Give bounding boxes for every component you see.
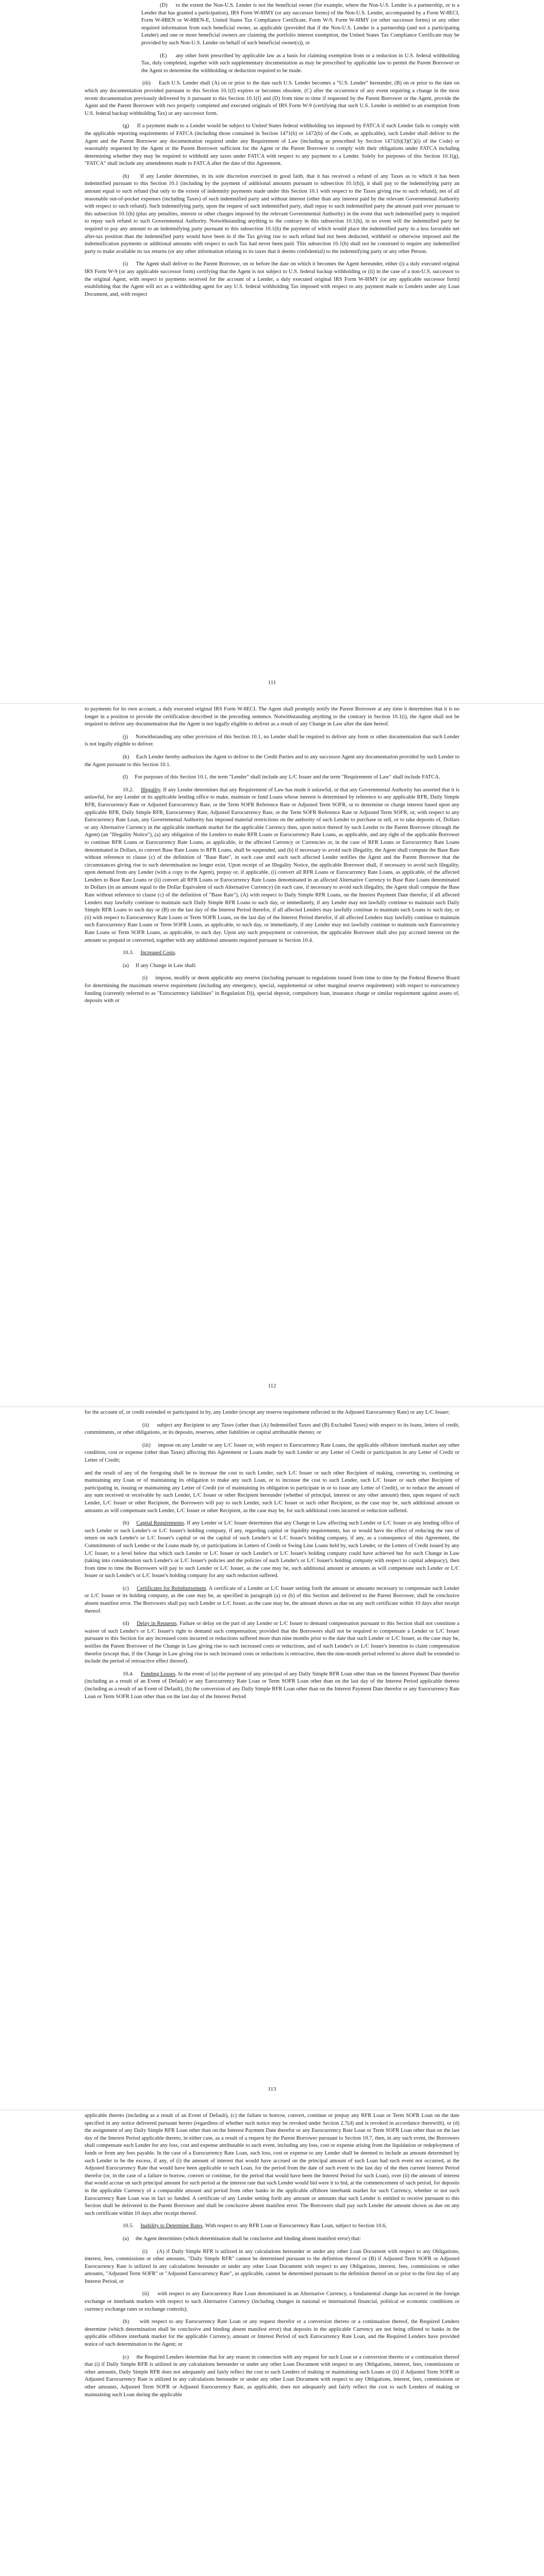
paragraph-number: (a) — [123, 962, 129, 969]
paragraph-text: (A) if Daily Simple RFR is utilized in any calculations hereunder or under any other Loan Document with respect to any Obligations, interest, fees, commissions or other amounts, "Daily Simple RFR" cannot be determined pursuant to the definition thereof or (B) if Adjusted Term SOFR or Adjusted Eurocurrency Rate is utilized in any calculations hereunder or under any other Loan Document with respect to any Obligations, interest, fees, commissions or other amounts, "Adjusted Term SOFR" or "Adjusted Eurocurrency Rate", as applicable, cannot be determined pursuant to the definition thereof on or prior to the first day of any Interest Period, or — [85, 2248, 459, 2284]
document-page — [0, 2110, 544, 2576]
document-page — [0, 0, 544, 703]
page-number: 112 — [268, 1383, 276, 1389]
document-page — [0, 703, 544, 1406]
paragraph — [85, 1422, 459, 1437]
paragraph-number: (iii) — [142, 80, 151, 87]
paragraph-number: (D) — [160, 3, 168, 8]
paragraph-text: If any Lender or L/C Issuer determines that any Change in Law affecting such Lender or L/C Issuer or any lending office of such Lender or such Lender's or L/C Issuer's holding company, if any, regarding capital or liquidity requirements, has or would have the effect of reducing the rate of return on such Lender's or L/C Issuer's capital or on the capital of such Lender's or L/C Issuer's holding company, if any, as a consequence of this Agreement, the Commitments of such Lender or the Loans made by, or participations in Letters of Credit or Swing Line Loans held by, such Lender, or the Letters of Credit issued by any L/C Issuer, to a level below that which such Lender or L/C Issuer or such Lender's or L/C Issuer's holding company could have achieved but for such Change in Law (taking into consideration such Lender's or L/C Issuer's policies and the policies of such Lender's or L/C Issuer's holding company with respect to capital adequacy), then from time to time the Borrowers will pay to such Lender or L/C Issuer, as the case may be, such additional amount or amounts as will compensate such Lender or L/C Issuer or such Lender's or L/C Issuer's holding company for any such reduction suffered. — [85, 1520, 459, 1579]
paragraph: (d) Delay in Requests. Failure or delay on the part of any Lender or L/C Issuer to demand compensation pursuant to this Section shall not constitute a waiver of such Lender's or L/C Issuer's right to demand such compensation; provided that the Borrowers shall not be required to compensate a Lender or L/C Issuer pursuant to this Section for any increased costs incurred or reductions suffered more than nine months prior to the date that such Lender or L/C Issuer, as the case may be, notifies the Parent Borrower of the Change in Law giving rise to such increased costs or reductions, and of such Lender's or L/C Issuer's intention to claim compensation therefor (except that, if the Change in Law giving rise to such increased costs or reductions is retroactive, then the nine-month period referred to above shall be extended to include the period of retroactive effect thereof). — [85, 1621, 460, 1665]
paragraph-number: (g) — [123, 123, 129, 129]
paragraph — [85, 1442, 459, 1465]
paragraph-number: (k) — [123, 754, 129, 760]
paragraph — [85, 2235, 459, 2243]
paragraph-number: (a) — [123, 2235, 129, 2242]
paragraph-text: subject any Recipient to any Taxes (other than (A) Indemnified Taxes and (B) Excluded Taxes) with respect to its loans, letters of credit, commitments, or other obligations, or its deposits, reserves, other liabilities or capital attributable thereto; or — [85, 1422, 459, 1436]
paragraph-text: impose on any Lender or any L/C Issuer or, with respect to Eurocurrency Rate Loans, the applicable offshore interbank market any other condition, cost or expense (other than Taxes) affecting this Agreement or Loans made by such Lender or any Letter of Credit or participation in any Letter of Credit or Letter of Credit; — [85, 1442, 460, 1463]
section-heading: Certificates for Reimbursement — [137, 1585, 206, 1591]
paragraph-number: 10.4. — [123, 1671, 134, 1677]
paragraph: (c) Certificates for Reimbursement. A certificate of a Lender or L/C Issuer setting forth the amount or amounts necessary to compensate such Lender or L/C Issuer or its holding company, as the case may be, as specified in paragraph (a) or (b) of this Section and delivered to the Parent Borrower, shall be conclusive absent manifest error. The Borrowers shall pay such Lender or L/C Issuer, as the case may be, the amount shown as due on any such certificate within 10 days after receipt thereof. — [85, 1585, 459, 1614]
section-heading: Delay in Requests — [137, 1621, 177, 1627]
paragraph-text: to payments for its own account, a duly executed original IRS Form W-8ECI. The Agent shall promptly notify the Parent Borrower at any time it determines that it is no longer in a position to provide the certification described in the preceding sentence. Notwithstanding anything to the contrary in Section 10.1(i), the Agent shall not be required to deliver any documentation that the Agent is not legally eligible to deliver as a result of any Change in Law after the date hereof. — [85, 706, 459, 727]
paragraph — [85, 2354, 459, 2399]
section-heading: Increased Costs — [140, 950, 175, 956]
paragraph-text: In the event of (a) the payment of any principal of any Daily Simple RFR Loan other than on the Interest Payment Date therefor (including as a result of an Event of Default) or any Eurocurrency Rate Loan or Term SOFR Loan other than on the last day of the Interest Period applicable thereto (including as a result of an Event of Default), (b) the conversion of any Daily Simple RFR Loan other than on the Interest Payment Date therefor or any Eurocurrency Rate Loan or Term SOFR Loan other than on the last day of the Interest Period — [85, 1671, 459, 1700]
paragraph-text: for the account of, or credit extended or participated in by, any Lender (except any reserve requirement reflected in the Adjusted Eurocurrency Rate) or any L/C Issuer; — [85, 1410, 450, 1415]
paragraph-text: If a payment made to a Lender would be subject to United States federal withholding tax imposed by FATCA if such Lender fails to comply with the applicable reporting requirements of FATCA (including those contained in Section 1471(b) or 1472(b) of the Code, as applicable), such Lender shall deliver to the Agent and the Parent Borrower any documentation required under any Requirement of Law (including as prescribed by Section 1471(b)(3)(C)(i) of the Code) or reasonably requested by the Agent or the Parent Borrower sufficient for the Agent or the Parent Borrower to comply with their obligations under FATCA including determining whether they may be required to withhold any taxes under FATCA with respect to any payment to a Lender. Solely for purposes of this Section 10.1(g), "FATCA" shall include any amendments made to FATCA after the date of this Agreement. — [85, 123, 459, 167]
paragraph: 10.5. Inability to Determine Rates. With respect to any RFR Loan or Eurocurrency Rate Loan, subject to Section 10.6, — [123, 2223, 387, 2229]
paragraph-text: Notwithstanding any other provision of this Section 10.1, no Lender shall be required to deliver any form or other documentation that such Lender is not legally eligible to deliver. — [85, 734, 459, 748]
paragraph — [85, 774, 459, 782]
paragraph-text: the Required Lenders determine that for any reason in connection with any request for such Loan or a conversion thereto or a continuation thereof that (i) if Daily Simple RFR is utilized in any calculations hereunder or under any other Loan Document with respect to any Obligations, interest, fees, commissions or other amounts, Daily Simple RFR does not adequately and fairly reflect the cost to such Lenders of making or maintaining such Loans or (ii) if Adjusted Term SOFR or Adjusted Eurocurrency Rate is utilized in any calculations hereunder or under any other Loan Document with respect to any Obligations, interest, fees, commissions or other amounts, Adjusted Term SOFR or Adjusted Eurocurrency Rate, as applicable, does not adequately and fairly reflect the cost to such Lenders of making or maintaining such Loan during the applicable — [85, 2354, 459, 2398]
section-heading: Illegality — [141, 787, 160, 793]
paragraph-text: The Agent shall deliver to the Parent Borrower, on or before the date on which it becomes the Agent hereunder, either (i) a duly executed original IRS Form W-9 (or any applicable successor form) certifying that the Agent is not subject to U.S. federal backup withholding or (ii) in the case of a non-U.S. successor to the original Agent, with respect to payments received for the account of a Lender, a duly executed original IRS Form W-8IMY (or any applicable successor form) establishing that the Agent will act as a withholding agent for any U.S. federal withholding Tax imposed with respect to any payment made to Lenders under any Loan Document, and, with respect — [85, 261, 459, 297]
paragraph-number: (c) — [123, 1585, 129, 1591]
paragraph — [85, 173, 459, 256]
paragraph-number: 10.3. — [123, 950, 134, 956]
paragraph — [85, 2318, 459, 2348]
paragraph-text: and the result of any of the foregoing shall be to increase the cost to such Lender, such L/C Issuer or such other Recipient of making, converting to, continuing or maintaining any Loan or of maintaining its obligation to make any such Loan, or to increase the cost to such Lender, such L/C Issuer or such other Recipient of participating in, issuing or maintaining any Letter of Credit (or of maintaining its obligation to participate in or to issue any Letter of Credit), or to reduce the amount of any sum received or receivable by such Lender, L/C Issuer or other Recipient hereunder (whether of principal, interest or any other amount) then, upon request of such Lender, L/C Issuer or other Recipient, the Borrowers will pay to such Lender, such L/C Issuer or such other Recipient, as the case may be, such additional amount or amounts as will compensate such Lender, L/C Issuer or other Recipient, as the case may be, for such additional costs incurred or reduction suffered. — [85, 1470, 459, 1514]
paragraph-text: For purposes of this Section 10.1, the term "Lender" shall include any L/C Issuer and the term "Requirement of Law" shall include FATCA. — [135, 774, 440, 781]
section-heading: Capital Requirements — [136, 1520, 184, 1527]
document-page — [0, 1406, 544, 2110]
paragraph: (b) Capital Requirements. If any Lender or L/C Issuer determines that any Change in Law affecting such Lender or L/C Issuer or any lending office of such Lender or such Lender's or L/C Issuer's holding company, if any, regarding capital or liquidity requirements, has or would have the effect of reducing the rate of return on such Lender's or L/C Issuer's capital or on the capital of such Lender's or L/C Issuer's holding company, if any, as a consequence of this Agreement, the Commitments of such Lender or the Loans made by, or participations in Letters of Credit or Swing Line Loans held by, such Lender, or the Letters of Credit issued by any L/C Issuer, to a level below that which such Lender or L/C Issuer or such Lender's or L/C Issuer's holding company could have achieved but for such Change in Law (taking into consideration such Lender's or L/C Issuer's policies and the policies of such Lender's or L/C Issuer's holding company with respect to capital adequacy), then from time to time the Borrowers will pay to such Lender or L/C Issuer, as the case may be, such additional amount or amounts as will compensate such Lender or L/C Issuer or such Lender's or L/C Issuer's holding company for any such reduction suffered. — [85, 1520, 459, 1579]
paragraph-text: Each U.S. Lender shall (A) on or prior to the date such U.S. Lender becomes a "U.S. Lender" hereunder, (B) on or prior to the date on which any documentation provided pursuant to this Section 10.1(f) expires or becomes obsolete, (C) after the occurrence of any event requiring a change in the most recent documentation previously delivered by it pursuant to this Section 10.1(f) and (D) from time to time if requested by the Parent Borrower or the Agent, provide the Agent and the Parent Borrower with two properly completed and executed originals of IRS Form W-9 (certifying that such U.S. Lender is entitled to an exemption from U.S. federal backup withholding Tax) or any successor form. — [85, 80, 459, 116]
paragraph-text: Failure or delay on the part of any Lender or L/C Issuer to demand compensation pursuant to this Section shall not constitute a waiver of such Lender's or L/C Issuer's right to demand such compensation; provided that the Borrowers shall not be required to compensate a Lender or L/C Issuer pursuant to this Section for any increased costs incurred or reductions suffered more than nine months prior to the date that such Lender or L/C Issuer, as the case may be, notifies the Parent Borrower of the Change in Law giving rise to such increased costs or reductions, and of such Lender's or L/C Issuer's intention to claim compensation therefor (except that, if the Change in Law giving rise to such increased costs or reductions is retroactive, then the nine-month period referred to above shall be extended to include the period of retroactive effect thereof). — [85, 1621, 460, 1665]
paragraph: 10.3. Increased Costs. — [123, 950, 176, 956]
paragraph — [85, 1470, 459, 1515]
paragraph — [85, 2112, 459, 2217]
paragraph — [85, 123, 459, 168]
paragraph-number: (l) — [123, 774, 128, 781]
paragraph-number: (h) — [123, 173, 129, 179]
paragraph-number: (j) — [123, 734, 128, 740]
paragraph-text: with respect to any Eurocurrency Rate Loan denominated in an Alternative Currency, a fundamental change has occurred in the foreign exchange or interbank markets with respect to such Alternative Currency (including changes in national or international financial, political or economic conditions or currency exchange rates or exchange controls); — [85, 2291, 459, 2312]
paragraph-number: (i) — [142, 2248, 147, 2255]
paragraph-text: impose, modify or deem applicable any reserve (including pursuant to regulations issued from time to time by the Federal Reserve Board for determining the maximum reserve requirement (including any emergency, special, supplemental or other marginal reserve requirement) with respect to eurocurrency funding (currently referred to as "Eurocurrency liabilities" in Regulation D)), special deposit, compulsory loan, insurance charge or similar requirement against assets of, deposits with or — [85, 975, 459, 1004]
paragraph — [85, 2248, 459, 2286]
page-number: 111 — [268, 680, 276, 686]
section-heading: Inability to Determine Rates — [140, 2223, 203, 2229]
paragraph — [85, 1409, 459, 1417]
paragraph — [85, 734, 459, 749]
paragraph-number: (iii) — [142, 1442, 151, 1448]
paragraph-text: If any Change in Law shall: — [136, 962, 196, 969]
paragraph-number: (ii) — [142, 2291, 149, 2297]
paragraph-number: (d) — [123, 1621, 129, 1627]
paragraph-number: 10.2. — [123, 787, 134, 793]
paragraph-number: (b) — [123, 2319, 129, 2325]
paragraph-text: If any Lender determines, in its sole discretion exercised in good faith, that it has received a refund of any Taxes as to which it has been indemnified pursuant to this Section 10.1 (including by the payment of additional amounts pursuant to subsection 10.1(b)), it shall pay to the indemnifying party an amount equal to such refund (but only to the extent of indemnity payments made under this Section 10.1 with respect to the Taxes giving rise to such refund), net of all reasonable out-of-pocket expenses (including Taxes) of such indemnified party and without interest (other than any interest paid by the relevant Governmental Authority with respect to such refund). Such indemnifying party, upon the request of such indemnified party, shall repay to such indemnified party the amount paid over pursuant to this subsection 10.1(h) (plus any penalties, interest or other charges imposed by the relevant Governmental Authority) in the event that such indemnified party is required to repay such refund to such Governmental Authority. Notwithstanding anything to the contrary in this subsection 10.1(h), in no event will the indemnified party be required to pay any amount to an indemnifying party pursuant to this subsection 10.1(h) the payment of which would place the indemnified party in a less favorable net after-tax position than the indemnified party would have been in if the Tax giving rise to such refund had not been deducted, withheld or otherwise imposed and the indemnification payments or additional amounts with respect to such Tax had never been paid. This subsection 10.1(h) shall not be construed to require any indemnified party to make available its tax returns (or any other information relating to its taxes that it deems confidential) to the indemnifying party or any other Person. — [85, 173, 459, 255]
paragraph — [85, 2291, 459, 2313]
paragraph-text: Each Lender hereby authorizes the Agent to deliver to the Credit Parties and to any successor Agent any documentation provided by such Lender to the Agent pursuant to this Section 10.1. — [85, 754, 459, 768]
paragraph-number: (i) — [142, 975, 147, 981]
paragraph-text: to the extent the Non-U.S. Lender is not the beneficial owner (for example, where the Non-U.S. Lender is a partnership, or is a Lender that has granted a participation), IRS Form W-8IMY (or any successor forms) of the Non-U.S. Lender, accompanied by a Form W-8ECI, Form W-8BEN or W-8BEN-E, United States Tax Compliance Certificate, Form W-9, Form W-8IMY (or other successor forms) or any other required information from each beneficial owner, as applicable (provided that if the Non-U.S. Lender is a partnership (and not a participating Lender) and one or more beneficial owners are claiming the portfolio interest exemption, the United States Tax Compliance Certificate may be provided by such Non-U.S. Lender on behalf of such beneficial owner(s)), or — [141, 3, 459, 46]
paragraph-number: (E) — [160, 53, 167, 59]
paragraph — [85, 53, 459, 75]
paragraph — [85, 975, 459, 1005]
paragraph-number: (b) — [123, 1520, 129, 1527]
section-heading: Funding Losses — [141, 1671, 175, 1677]
paragraph-number: 10.5. — [123, 2223, 134, 2229]
page-number: 113 — [268, 2086, 276, 2093]
paragraph — [85, 706, 459, 728]
paragraph: 10.4. Funding Losses. In the event of (a) the payment of any principal of any Daily Simple RFR Loan other than on the Interest Payment Date therefor (including as a result of an Event of Default) or any Eurocurrency Rate Loan or Term SOFR Loan other than on the last day of the Interest Period applicable thereto (including as a result of an Event of Default), (b) the conversion of any Daily Simple RFR Loan other than on the Interest Payment Date therefor or any Eurocurrency Rate Loan or Term SOFR Loan other than on the last day of the Interest Period — [85, 1671, 459, 1700]
paragraph-text: with respect to any Eurocurrency Rate Loan or any request therefor or a conversion thereto or a continuation thereof, the Required Lenders determine (which determination shall be conclusive and binding absent manifest error) that deposits in the applicable Currency are not being offered to banks in the applicable offshore interbank market for the applicable Currency, amount or Interest Period of such Eurocurrency Rate Loan, and the Required Lenders have provided notice of such determination to the Agent; or — [85, 2319, 459, 2348]
paragraph-text: the Agent determines (which determination shall be conclusive and binding absent manifest error) that: — [136, 2235, 361, 2242]
paragraph: 10.2. Illegality. If any Lender determines that any Requirement of Law has made it unlawful, or that any Governmental Authority has asserted that it is unlawful, for any Lender or its applicable lending office to make, maintain or fund Loans whose interest is determined by reference to any applicable RFR, Daily Simple RFR, Eurocurrency Rate or Adjusted Eurocurrency Rate, or the Term SOFR Reference Rate or Adjusted Term SOFR, or to determine or charge interest based upon any applicable RFR, Daily Simple RFR, Eurocurrency Rate, Adjusted Eurocurrency Rate, or the Term SOFR Reference Rate or Adjusted Term SOFR, or, with respect to any Eurocurrency Rate Loan, any Governmental Authority has imposed material restrictions on the authority of such Lender to purchase or sell, or to take deposits of, Dollars or any Alternative Currency in the applicable interbank market for the applicable Currency then, upon notice thereof by such Lender to the Parent Borrower (through the Agent) (an "Illegality Notice"), (a) any obligation of the Lenders to make RFR Loans or Eurocurrency Rate Loans, as applicable, and any right of the applicable Borrower to continue RFR Loans or Eurocurrency Rate Loans, as applicable, in the affected Currency or Currencies or, in the case of RFR Loans or Eurocurrency Rate Loans denominated in Dollars, to convert Base Rate Loans to RFR Loans, shall be suspended, and (b) if necessary to avoid such illegality, the Agent shall compute the Base Rate without reference to clause (c) of the definition of "Base Rate", in each case until each such affected Lender notifies the Agent and the Parent Borrower that the circumstances giving rise to such determination no longer exist. Upon receipt of an Illegality Notice, the applicable Borrower shall, if necessary to avoid such illegality, upon demand from any Lender (with a copy to the Agent), prepay or, if applicable, (i) convert all RFR Loans or Eurocurrency Rate Loans, as applicable, of the affected Lenders to Base Rate Loans or (ii) convert all RFR Loans or Eurocurrency Rate Loans denominated in an affected Alternative Currency to Base Rate Loans denominated in Dollars (in an amount equal to the Dollar Equivalent of such Alternative Currency) (in each case, if necessary to avoid such illegality, the Agent shall compute the Base Rate without reference to clause (c) of the definition of "Base Rate"), (A) with respect to Daily Simple RFR Loans, on the Interest Payment Date therefor, if all affected Lenders may lawfully continue to maintain such Daily Simple RFR Loans to such day, or immediately, if any Lender may not lawfully continue to maintain such Daily Simple RFR Loans to such day or (B) on the last day of the Interest Period therefor, if all affected Lenders may lawfully continue to maintain such Loans to such day, or (ii) with respect to Eurocurrency Rate Loans or Term SOFR Loans, on the last day of the Interest Period therefor, if all affected Lenders may lawfully continue to maintain such Eurocurrency Rate Loans or Term SOFR Loans, as applicable, to such day, or immediately, if any Lender may not lawfully continue to maintain such Eurocurrency Rate Loans or Term SOFR Loans, as applicable, to such day. Upon any such prepayment or conversion, the applicable Borrower shall also pay accrued interest on the amount so prepaid or converted, together with any additional amounts required pursuant to Section 10.4. — [85, 787, 460, 943]
paragraph-text: If any Lender determines that any Requirement of Law has made it unlawful, or that any Governmental Authority has asserted that it is unlawful, for any Lender or its applicable lending office to make, maintain or fund Loans whose interest is determined by reference to any applicable RFR, Daily Simple RFR, Eurocurrency Rate or Adjusted Eurocurrency Rate, or the Term SOFR Reference Rate or Adjusted Term SOFR, or to determine or charge interest based upon any applicable RFR, Daily Simple RFR, Eurocurrency Rate, Adjusted Eurocurrency Rate, or the Term SOFR Reference Rate or Adjusted Term SOFR, or, with respect to any Eurocurrency Rate Loan, any Governmental Authority has imposed material restrictions on the authority of such Lender to purchase or sell, or to take deposits of, Dollars or any Alternative Currency in the applicable interbank market for the applicable Currency then, upon notice thereof by such Lender to the Parent Borrower (through the Agent) (an "Illegality Notice"), (a) any obligation of the Lenders to make RFR Loans or Eurocurrency Rate Loans, as applicable, and any right of the applicable Borrower to continue RFR Loans or Eurocurrency Rate Loans, as applicable, in the affected Currency or Currencies or, in the case of RFR Loans or Eurocurrency Rate Loans denominated in Dollars, to convert Base Rate Loans to RFR Loans, shall be suspended, and (b) if necessary to avoid such illegality, the Agent shall compute the Base Rate without reference to clause (c) of the definition of "Base Rate", in each case until each such affected Lender notifies the Agent and the Parent Borrower that the circumstances giving rise to such determination no longer exist. Upon receipt of an Illegality Notice, the applicable Borrower shall, if necessary to avoid such illegality, upon demand from any Lender (with a copy to the Agent), prepay or, if applicable, (i) convert all RFR Loans or Eurocurrency Rate Loans, as applicable, of the affected Lenders to Base Rate Loans or (ii) convert all RFR Loans or Eurocurrency Rate Loans denominated in an affected Alternative Currency to Base Rate Loans denominated in Dollars (in an amount equal to the Dollar Equivalent of such Alternative Currency) (in each case, if necessary to avoid such illegality, the Agent shall compute the Base Rate without reference to clause (c) of the definition of "Base Rate"), (A) with respect to Daily Simple RFR Loans, on the Interest Payment Date therefor, if all affected Lenders may lawfully continue to maintain such Daily Simple RFR Loans to such day, or immediately, if any Lender may not lawfully continue to maintain such Daily Simple RFR Loans to such day or (B) on the last day of the Interest Period therefor, if all affected Lenders may lawfully continue to maintain such Loans to such day, or (ii) with respect to Eurocurrency Rate Loans or Term SOFR Loans, on the last day of the Interest Period therefor, if all affected Lenders may lawfully continue to maintain such Eurocurrency Rate Loans or Term SOFR Loans, as applicable, to such day, or immediately, if any Lender may not lawfully continue to maintain such Eurocurrency Rate Loans or Term SOFR Loans, as applicable, to such day. Upon any such prepayment or conversion, the applicable Borrower shall also pay accrued interest on the amount so prepaid or converted, together with any additional amounts required pursuant to Section 10.4. — [85, 787, 460, 943]
paragraph — [85, 80, 459, 117]
paragraph-number: (ii) — [142, 1422, 149, 1428]
paragraph-number: (i) — [123, 261, 128, 267]
paragraph — [85, 962, 459, 970]
paragraph — [85, 261, 459, 298]
paragraph-text: applicable thereto (including as a result of an Event of Default), (c) the failure to borrow, convert, continue or prepay any RFR Loan or Term SOFR Loan on the date specified in any notice delivered pursuant hereto (regardless of whether such notice may be revoked under Section 2.7(d) and is revoked in accordance therewith), or (d) the assignment of any Daily Simple RFR Loan other than on the Interest Payment Date therefor or any Eurocurrency Rate Loan or Term SOFR Loan other than on the last day of the Interest Period applicable thereto, in either case, as a result of a request by the Parent Borrower pursuant to Section 10.7, then, in any such event, the Borrowers shall compensate each Lender for any loss, cost and expense attributable to such event, including any loss, cost or expense arising from the liquidation or redeployment of funds or from any fees payable. In the case of a Eurocurrency Rate Loan, such loss, cost or expense to any Lender shall be deemed to include an amount determined by such Lender to be the excess, if any, of (i) the amount of interest that would have accrued on the principal amount of such Loan had such event not occurred, at the Adjusted Eurocurrency Rate that would have been applicable to such Loan, for the period from the date of such event to the last day of the then current Interest Period therefor (or, in the case of a failure to borrow, convert or continue, for the period that would have been the Interest Period for such Loan), over (ii) the amount of interest that would accrue on such principal amount for such period at the interest rate that such Lender would bid were it to bid, at the commencement of such period, for deposits in the applicable Currency of a comparable amount and period from other banks in the applicable offshore interbank market for such Currency, whether or not such Eurocurrency Rate Loan was in fact so funded. A certificate of any Lender setting forth any amount or amounts that such Lender is entitled to receive pursuant to this Section shall be delivered to the Parent Borrower and shall be conclusive absent manifest error. The Borrowers shall pay such Lender the amount shown as due on any such certificate within 10 days after receipt thereof. — [85, 2113, 459, 2216]
paragraph-text: A certificate of a Lender or L/C Issuer setting forth the amount or amounts necessary to compensate such Lender or L/C Issuer or its holding company, as the case may be, as specified in paragraph (a) or (b) of this Section and delivered to the Parent Borrower, shall be conclusive absent manifest error. The Borrowers shall pay such Lender or L/C Issuer, as the case may be, the amount shown as due on any such certificate within 10 days after receipt thereof. — [85, 1585, 459, 1614]
paragraph-text: any other form prescribed by applicable law as a basis for claiming exemption from or a reduction in U.S. federal withholding Tax, duly completed, together with such supplementary documentation as may be prescribed by applicable law to permit the Parent Borrower or the Agent to determine the withholding or deduction required to be made. — [141, 53, 459, 74]
paragraph-number: (c) — [123, 2354, 129, 2360]
paragraph — [85, 2, 459, 47]
paragraph-text: With respect to any RFR Loan or Eurocurrency Rate Loan, subject to Section 10.6, — [205, 2223, 387, 2229]
paragraph — [85, 754, 459, 769]
